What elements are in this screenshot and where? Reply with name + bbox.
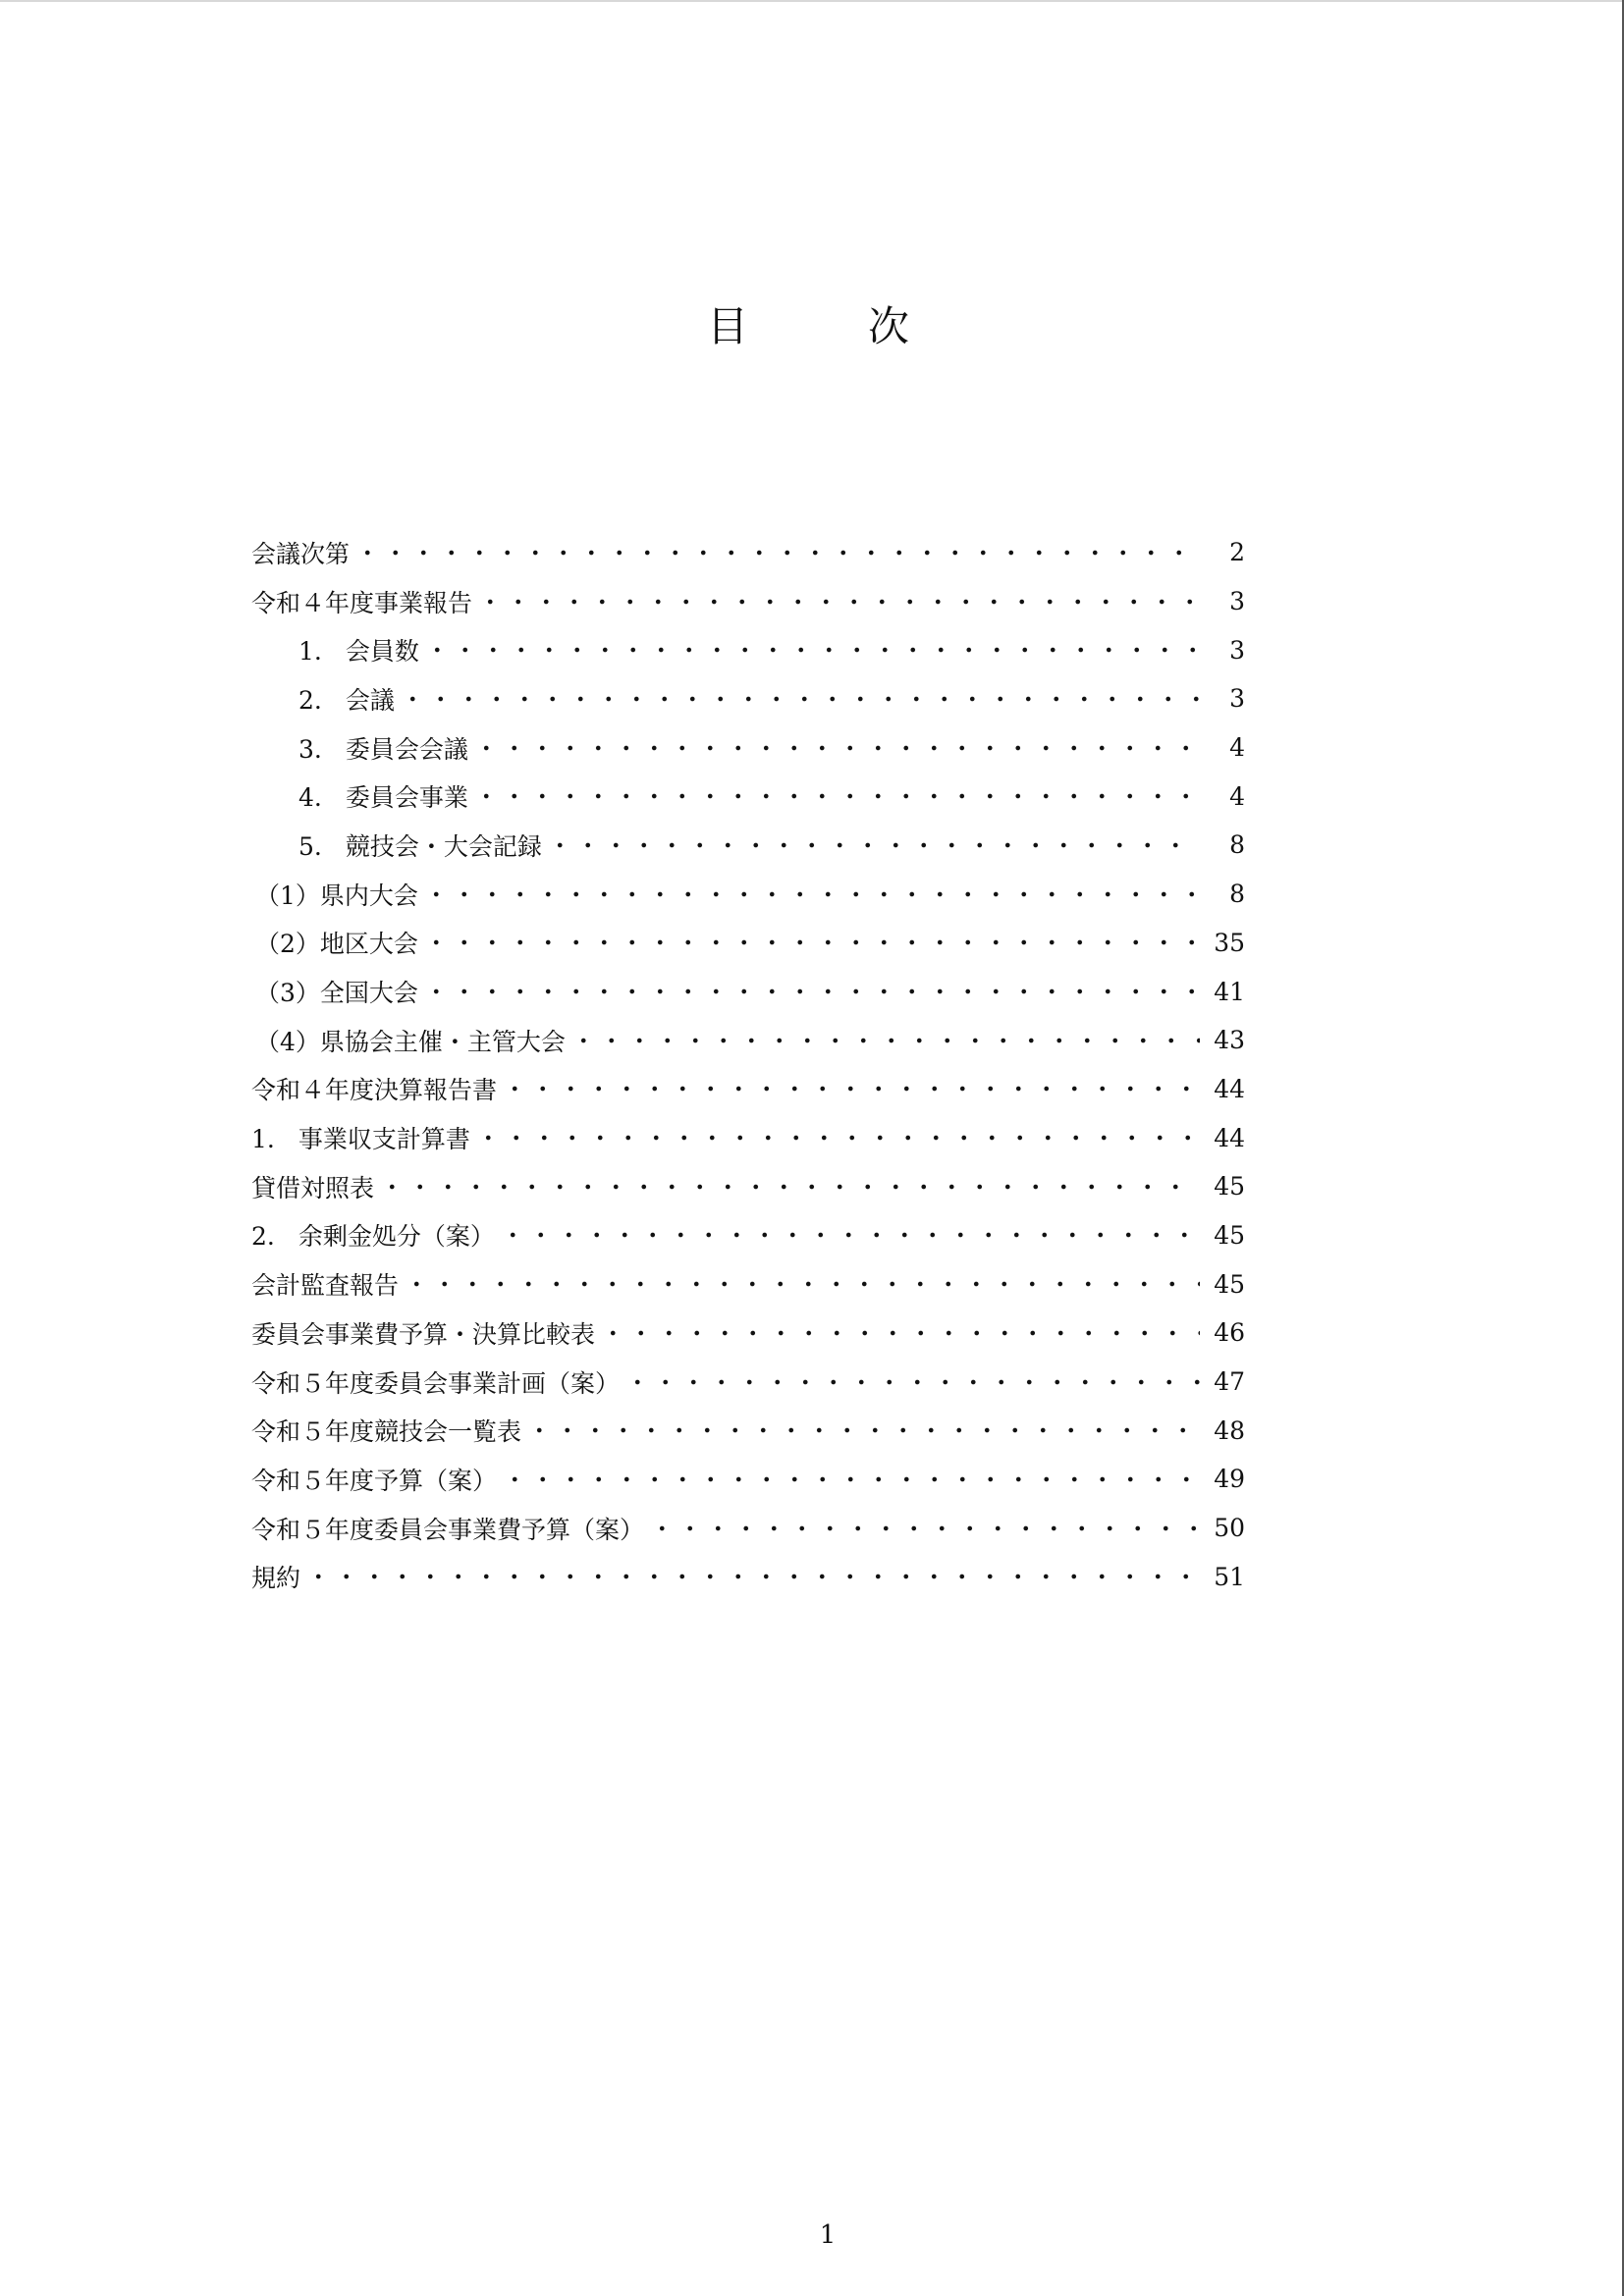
toc-entry-label [298,778,468,814]
toc-entry-number: 2. [251,1222,275,1252]
toc-entry[interactable] [251,577,1245,626]
toc-entry[interactable] [251,1211,1245,1260]
toc-entry-text: 令和４年度決算報告書 [251,1076,498,1105]
toc-entry-text: （2）地区大会 [255,930,418,959]
dot-leader [304,1572,1200,1581]
toc-entry[interactable] [251,1358,1245,1407]
toc-entry-text: 令和５年度委員会事業計画（案） [251,1368,621,1398]
toc-entry-page: 41 [1214,977,1245,1006]
toc-entry-page: 43 [1214,1026,1245,1055]
toc-entry-label [251,1071,497,1106]
toc-entry-page: 44 [1214,1123,1245,1152]
toc-entry[interactable] [251,919,1245,968]
dot-leader [501,1474,1200,1484]
toc-entry-text: 貸借対照表 [251,1173,375,1202]
dot-leader [474,1133,1200,1143]
toc-entry[interactable] [251,1406,1245,1455]
toc-entry-text: 委員会会議 [345,734,468,764]
toc-entry-label [251,1315,595,1351]
toc-entry[interactable] [251,821,1245,870]
toc-entry-text: 会員数 [345,637,419,667]
toc-entry-text: 規約 [251,1564,301,1593]
dot-leader [403,1279,1200,1289]
toc-entry-text: 令和５年度競技会一覧表 [251,1417,522,1447]
toc-entry-page: 35 [1214,928,1245,957]
toc-entry-number: 4. [298,783,322,813]
toc-entry-number: 5. [298,831,322,861]
toc-entry[interactable] [251,674,1245,723]
dot-leader [353,548,1200,558]
toc-entry-label [251,584,472,619]
toc-entry[interactable] [251,967,1245,1016]
toc-entry[interactable] [251,723,1245,773]
scan-edge-top [0,0,1624,2]
toc-entry-number: 3. [298,734,322,764]
toc-entry[interactable] [251,1065,1245,1114]
toc-entry-page: 51 [1214,1562,1245,1591]
toc-entry-label [255,925,418,960]
toc-entry[interactable] [251,1162,1245,1211]
dot-leader [399,694,1200,704]
toc-entry-page: 3 [1229,587,1245,616]
dot-leader [472,791,1200,801]
toc-entry-text: （1）県内大会 [255,881,418,910]
toc-entry-page: 45 [1214,1172,1245,1201]
toc-entry-page: 3 [1229,635,1245,665]
toc-entry-page: 4 [1229,781,1245,811]
toc-entry-label [251,1120,470,1155]
toc-entry-page: 49 [1214,1465,1245,1494]
toc-entry-label [251,1364,620,1400]
toc-entry-number: 1. [251,1125,275,1154]
toc-entry-label [298,828,542,863]
dot-leader [525,1425,1200,1435]
toc-entry[interactable] [251,1308,1245,1358]
toc-entry-number: 1. [298,637,322,667]
toc-entry[interactable] [251,1113,1245,1162]
toc-entry[interactable] [251,1504,1245,1553]
toc-entry-number: 2. [298,685,322,715]
toc-entry-label [251,1266,399,1302]
toc-entry-label [251,1413,521,1448]
toc-entry-text: 事業収支計算書 [298,1125,470,1154]
toc-entry-label [255,974,418,1009]
dot-leader [472,743,1200,753]
table-of-contents [251,528,1245,1601]
dot-leader [422,937,1200,947]
toc-entry[interactable] [251,1455,1245,1504]
toc-entry-page: 47 [1214,1367,1245,1397]
toc-entry[interactable] [251,1259,1245,1308]
toc-entry-page: 45 [1214,1220,1245,1250]
toc-entry-page: 44 [1214,1074,1245,1103]
toc-entry-text: 会議次第 [251,539,351,568]
toc-entry-label [251,535,350,570]
toc-entry[interactable] [251,528,1245,577]
dot-leader [569,1036,1200,1045]
toc-entry-page: 46 [1214,1318,1245,1348]
toc-entry-text: （4）県協会主催・主管大会 [255,1027,566,1056]
dot-leader [501,1084,1200,1094]
toc-entry-label [251,1462,497,1497]
toc-entry-label [298,681,395,717]
dot-leader [423,645,1200,655]
toc-entry-label [251,1169,374,1204]
toc-entry-text: 会計監査報告 [251,1271,400,1301]
toc-entry-page: 8 [1229,880,1245,909]
toc-entry-page: 2 [1229,538,1245,567]
toc-entry-page: 4 [1229,733,1245,763]
dot-leader [648,1523,1200,1533]
toc-entry-text: 令和５年度委員会事業費予算（案） [251,1515,645,1544]
toc-entry[interactable] [251,772,1245,821]
toc-entry-text: （3）全国大会 [255,979,418,1008]
toc-entry-text: 委員会事業費予算・決算比較表 [251,1319,596,1349]
toc-entry-label [298,730,468,766]
toc-entry-label [251,1559,300,1594]
toc-entry-label [251,1217,495,1253]
toc-entry-page: 8 [1229,830,1245,860]
toc-entry[interactable] [251,625,1245,674]
toc-entry-label [255,877,418,912]
toc-entry-page: 50 [1214,1514,1245,1543]
toc-entry-label [298,632,419,667]
toc-entry-page: 48 [1214,1415,1245,1445]
toc-entry-label [255,1023,566,1058]
dot-leader [422,889,1200,899]
toc-entry-text: 委員会事業 [345,783,468,813]
toc-entry[interactable] [251,1016,1245,1065]
dot-leader [499,1230,1200,1240]
dot-leader [422,987,1200,996]
toc-entry-text: 会議 [345,685,395,715]
toc-entry-text: 競技会・大会記録 [345,831,542,861]
dot-leader [476,597,1200,607]
page-number: 1 [819,2220,837,2250]
toc-entry-text: 令和５年度予算（案） [251,1466,498,1495]
toc-entry-label [251,1511,644,1546]
toc-entry-page: 45 [1214,1269,1245,1299]
dot-leader [623,1377,1200,1387]
dot-leader [378,1182,1200,1192]
toc-entry-text: 余剰金処分（案） [298,1222,495,1252]
toc-entry[interactable] [251,1552,1245,1601]
toc-entry-text: 令和４年度事業報告 [251,588,473,617]
toc-entry-page: 3 [1229,684,1245,714]
dot-leader [599,1328,1200,1338]
toc-entry[interactable] [251,870,1245,919]
dot-leader [546,840,1200,850]
page-title: 目 次 [706,302,948,350]
